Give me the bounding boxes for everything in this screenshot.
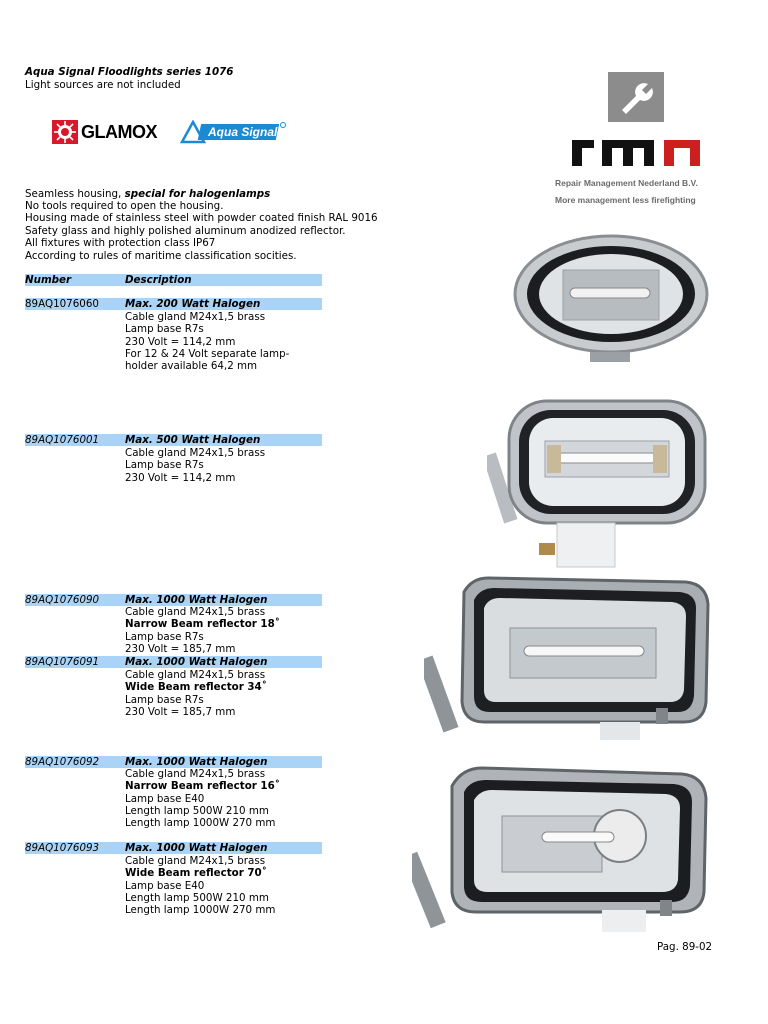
intro-line-1-bold: special for halogenlamps: [124, 188, 271, 200]
product-details: [125, 768, 280, 829]
product-row: [25, 298, 322, 310]
detail-line-bold: Narrow Beam reflector 18˚: [125, 618, 280, 631]
rmn-logo: [552, 70, 722, 210]
detail-line: 230 Volt = 185,7 mm: [125, 705, 236, 718]
floodlight-200w-photo: [508, 232, 718, 362]
detail-line-bold: Wide Beam reflector 70˚: [125, 867, 267, 880]
table-header: [25, 274, 322, 286]
detail-line: Cable gland M24x1,5 brass: [125, 768, 266, 780]
detail-line: Cable gland M24x1,5 brass: [125, 669, 266, 681]
floodlight-500w-photo: [487, 393, 712, 568]
product-number: 89AQ1076093: [25, 842, 100, 854]
column-header-number: Number: [25, 274, 72, 286]
intro-line-4: Safety glass and highly polished aluminum anodized reflector.: [25, 225, 346, 237]
detail-line: Lamp base E40: [125, 792, 205, 805]
product-details: [125, 606, 280, 655]
product-number: 89AQ1076091: [25, 656, 100, 668]
intro-line-6: According to rules of maritime classification socities.: [25, 250, 297, 262]
product-title: Max. 1000 Watt Halogen: [125, 594, 268, 606]
product-details: [125, 311, 289, 372]
intro-line-1: [25, 188, 270, 200]
product-title: Max. 1000 Watt Halogen: [125, 756, 268, 768]
intro-line-2: No tools required to open the housing.: [25, 200, 224, 212]
page-number: Pag. 89-02: [657, 941, 713, 953]
document-title: Aqua Signal Floodlights series 1076: [25, 66, 234, 78]
intro-line-5: All fixtures with protection class IP67: [25, 237, 216, 249]
detail-line-bold: Wide Beam reflector 34˚: [125, 681, 267, 694]
detail-line: Cable gland M24x1,5 brass: [125, 447, 266, 459]
detail-line: Lamp base R7s: [125, 459, 204, 472]
detail-line-bold: Narrow Beam reflector 16˚: [125, 780, 280, 793]
product-details: [125, 669, 267, 718]
product-row: [25, 656, 322, 668]
product-number: 89AQ1076090: [25, 594, 100, 606]
product-title: Max. 200 Watt Halogen: [125, 298, 261, 310]
floodlight-1000w-r7s-photo: [424, 572, 714, 742]
detail-line: 230 Volt = 114,2 mm: [125, 471, 236, 484]
product-number: 89AQ1076060: [25, 298, 99, 310]
glamox-wordmark: GLAMOX: [81, 122, 157, 142]
intro-line-1-plain: Seamless housing,: [25, 188, 125, 200]
detail-line: Lamp base R7s: [125, 630, 204, 643]
product-number: 89AQ1076001: [25, 434, 100, 446]
detail-line: Lamp base R7s: [125, 323, 204, 336]
detail-line: Cable gland M24x1,5 brass: [125, 606, 266, 618]
rmn-tagline-2: More management less firefighting: [555, 195, 696, 205]
intro-line-3: Housing made of stainless steel with powder coated finish RAL 9016: [25, 212, 378, 224]
aqua-signal-wordmark: Aqua Signal: [208, 125, 278, 139]
detail-line: Length lamp 500W 210 mm: [125, 891, 269, 904]
floodlight-1000w-e40-photo: [412, 762, 712, 937]
product-row: [25, 756, 322, 768]
detail-line: Length lamp 500W 210 mm: [125, 804, 269, 817]
product-title: Max. 500 Watt Halogen: [125, 434, 261, 446]
aqua-signal-logo: [180, 120, 286, 144]
glamox-emblem-icon: [52, 120, 78, 144]
glamox-logo: [52, 120, 168, 144]
detail-line: For 12 & 24 Volt separate lamp-: [125, 347, 290, 360]
product-row: [25, 842, 322, 854]
detail-line: Lamp base R7s: [125, 693, 204, 706]
document-subtitle: Light sources are not included: [25, 79, 181, 91]
product-row: [25, 594, 322, 606]
rmn-wordmark: [572, 132, 702, 169]
detail-line: Cable gland M24x1,5 brass: [125, 311, 266, 323]
product-number: 89AQ1076092: [25, 756, 100, 768]
rmn-letters-icon: [572, 132, 702, 166]
detail-line: 230 Volt = 114,2 mm: [125, 335, 236, 348]
product-row: [25, 434, 322, 446]
column-header-description: Description: [125, 274, 192, 286]
wrench-icon: [608, 72, 664, 122]
detail-line: Length lamp 1000W 270 mm: [125, 817, 276, 830]
product-title: Max. 1000 Watt Halogen: [125, 656, 268, 668]
detail-line: 230 Volt = 185,7 mm: [125, 642, 236, 655]
detail-line: Length lamp 1000W 270 mm: [125, 904, 276, 917]
product-title: Max. 1000 Watt Halogen: [125, 842, 268, 854]
detail-line: holder available 64,2 mm: [125, 360, 258, 373]
product-details: [125, 855, 275, 916]
detail-line: Cable gland M24x1,5 brass: [125, 855, 266, 867]
rmn-tagline-1: Repair Management Nederland B.V.: [555, 178, 698, 188]
product-details: [125, 447, 265, 484]
detail-line: Lamp base E40: [125, 879, 205, 892]
